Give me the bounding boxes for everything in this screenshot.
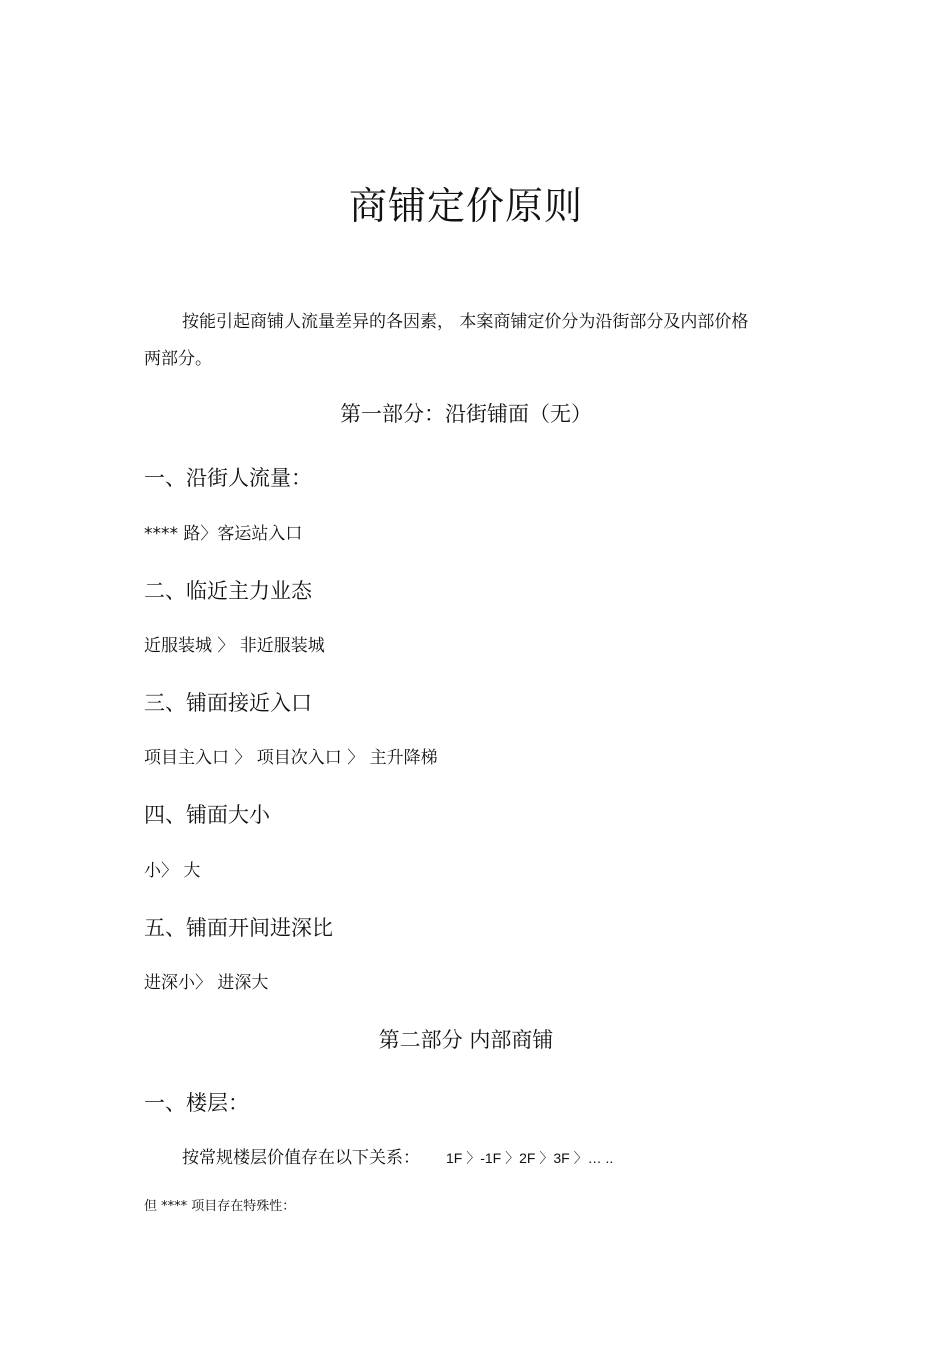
floor-rule	[182, 1150, 613, 1167]
part-1-section-4-rule: 小〉 大	[144, 861, 201, 881]
part-1-section-1-rule: **** 路〉客运站入口	[144, 524, 303, 544]
part-1-section-5-rule: 进深小〉 进深大	[144, 973, 269, 993]
intro-line-2: 两部分。	[144, 349, 212, 369]
special-note: 但 **** 项目存在特殊性：	[144, 1199, 296, 1214]
part-1-heading: 第一部分：沿街铺面（无）	[340, 402, 592, 426]
intro-line-1: 按能引起商铺人流量差异的各因素， 本案商铺定价分为沿街部分及内部价格	[182, 312, 749, 332]
document-title: 商铺定价原则	[348, 184, 583, 228]
part-1-section-2-heading: 二、临近主力业态	[144, 579, 312, 603]
part-1-section-1-heading: 一、沿街人流量：	[144, 466, 312, 490]
part-1-section-5-heading: 五、铺面开间进深比	[144, 916, 333, 940]
part-2-section-1-heading: 一、楼层：	[144, 1091, 249, 1115]
part-1-section-4-heading: 四、铺面大小	[144, 803, 270, 827]
part-1-section-3-rule: 项目主入口 〉 项目次入口 〉 主升降梯	[144, 748, 438, 768]
part-1-section-2-rule: 近服装城 〉 非近服装城	[144, 636, 325, 656]
floor-rule-prefix: 按常规楼层价值存在以下关系：	[182, 1148, 420, 1168]
part-2-heading: 第二部分 内部商铺	[378, 1028, 554, 1052]
floor-order: 1F 〉-1F 〉2F 〉3F 〉… ..	[446, 1150, 614, 1166]
part-1-section-3-heading: 三、铺面接近入口	[144, 691, 312, 715]
